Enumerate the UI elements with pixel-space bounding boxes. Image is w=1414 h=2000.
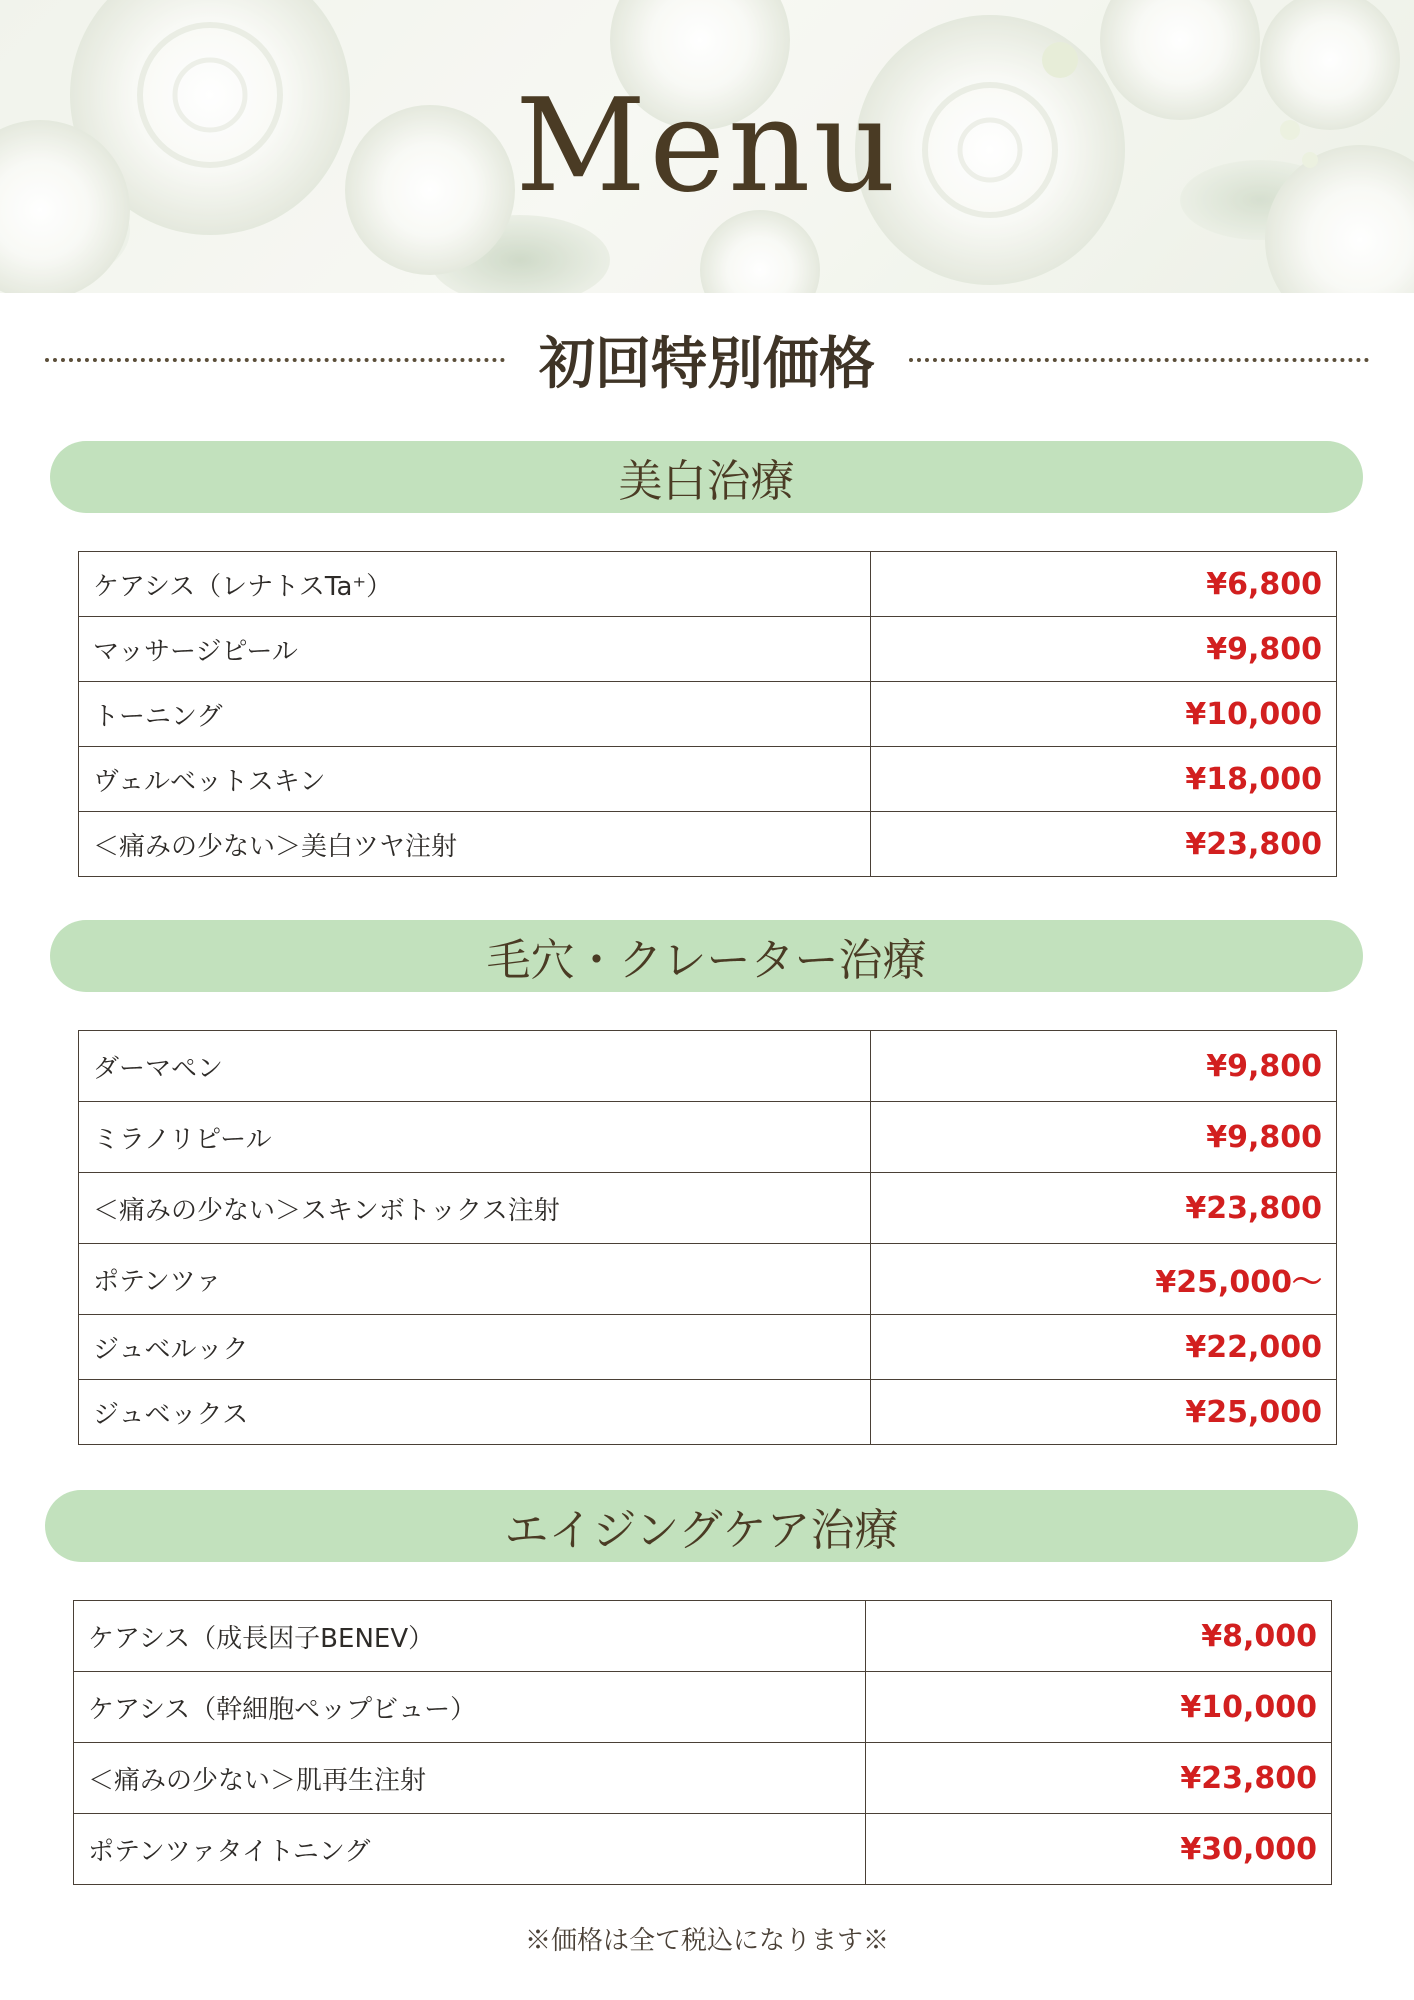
table-row: [79, 812, 1337, 877]
hero-banner: [0, 0, 1414, 293]
table-row: [74, 1672, 1332, 1743]
section-heading-whitening: 美白治療: [50, 441, 1363, 513]
item-name: ミラノリピール: [79, 1102, 871, 1173]
item-price: ¥10,000: [871, 682, 1337, 747]
item-name: ケアシス（レナトスTa⁺）: [79, 552, 871, 617]
item-name: トーニング: [79, 682, 871, 747]
item-price: ¥10,000: [866, 1672, 1332, 1743]
price-table-aging-care: [73, 1600, 1332, 1885]
dotted-divider-right: [909, 358, 1369, 362]
item-price: ¥23,800: [866, 1743, 1332, 1814]
item-price: ¥9,800: [871, 1031, 1337, 1102]
table-row: [74, 1601, 1332, 1672]
item-name: ジュベルック: [79, 1315, 871, 1380]
item-price: ¥22,000: [871, 1315, 1337, 1380]
table-row: [79, 1173, 1337, 1244]
item-price: ¥18,000: [871, 747, 1337, 812]
table-row: [74, 1814, 1332, 1885]
item-name: マッサージピール: [79, 617, 871, 682]
subtitle-row: [45, 320, 1369, 400]
table-row: [79, 1102, 1337, 1173]
item-name: ＜痛みの少ない＞肌再生注射: [74, 1743, 866, 1814]
item-name: ダーマペン: [79, 1031, 871, 1102]
table-row: [79, 682, 1337, 747]
table-row: [79, 1244, 1337, 1315]
subtitle: 初回特別価格: [539, 331, 875, 397]
tax-note: ※価格は全て税込になります※: [524, 1926, 889, 1956]
dotted-divider-left: [45, 358, 505, 362]
section-heading-aging-care: エイジングケア治療: [45, 1490, 1358, 1562]
item-price: ¥9,800: [871, 1102, 1337, 1173]
item-name: ＜痛みの少ない＞美白ツヤ注射: [79, 812, 871, 877]
item-price: ¥6,800: [871, 552, 1337, 617]
table-row: [79, 1031, 1337, 1102]
section-heading-pores: 毛穴・クレーター治療: [50, 920, 1363, 992]
item-price: ¥30,000: [866, 1814, 1332, 1885]
item-price: ¥23,800: [871, 1173, 1337, 1244]
table-row: [79, 617, 1337, 682]
item-name: ヴェルベットスキン: [79, 747, 871, 812]
item-name: ジュベックス: [79, 1380, 871, 1445]
item-price: ¥25,000: [871, 1380, 1337, 1445]
item-price: ¥8,000: [866, 1601, 1332, 1672]
table-row: [79, 1380, 1337, 1445]
item-price: ¥9,800: [871, 617, 1337, 682]
item-name: ケアシス（幹細胞ペップビュー）: [74, 1672, 866, 1743]
price-table-pores: [78, 1030, 1337, 1445]
table-row: [74, 1743, 1332, 1814]
table-row: [79, 552, 1337, 617]
table-row: [79, 1315, 1337, 1380]
item-name: ケアシス（成長因子BENEV）: [74, 1601, 866, 1672]
page-title: Menu: [515, 72, 899, 221]
item-name: ＜痛みの少ない＞スキンボトックス注射: [79, 1173, 871, 1244]
item-name: ポテンツァタイトニング: [74, 1814, 866, 1885]
item-price: ¥25,000〜: [871, 1244, 1337, 1315]
price-table-whitening: [78, 551, 1337, 877]
item-price: ¥23,800: [871, 812, 1337, 877]
item-name: ポテンツァ: [79, 1244, 871, 1315]
table-row: [79, 747, 1337, 812]
